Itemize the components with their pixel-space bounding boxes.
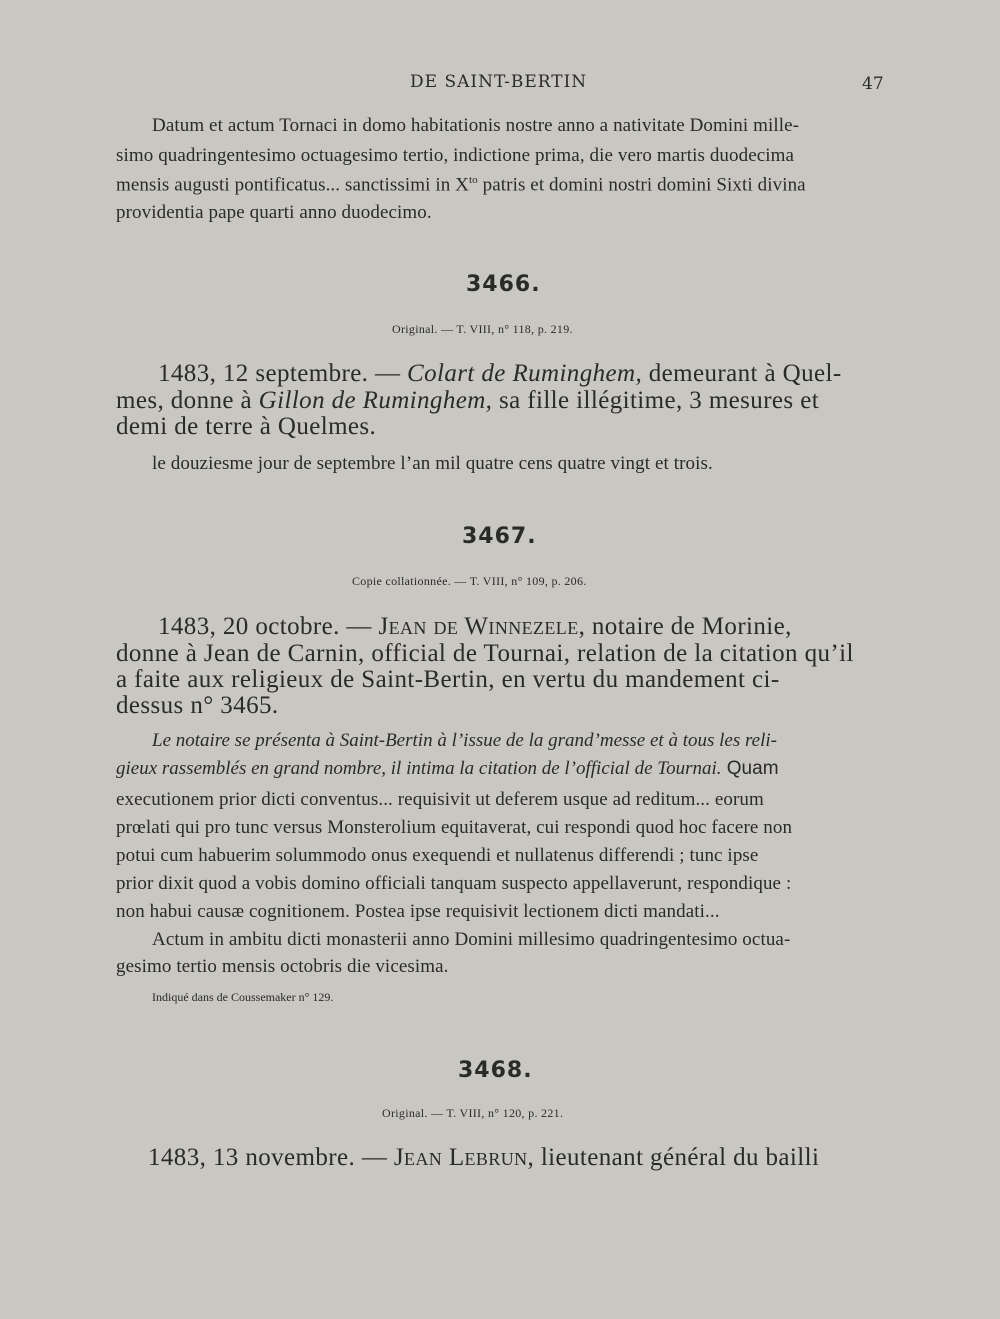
intro-line-2: simo quadringentesimo octuagesimo tertio, indictione prima, die vero martis duodecima [116, 145, 795, 166]
entry-text-3467-line-2: prœlati qui pro tunc versus Monsterolium equitaverat, cui respondi quod hoc facere non [116, 817, 793, 838]
entry-summary-3466-line-1: 1483, 12 septembre. — Colart de Ruminghem, demeurant à Quel- [158, 360, 842, 387]
page-number: 47 [862, 74, 884, 94]
entry-number-3466: 3466. [466, 272, 541, 297]
entry-number-3467: 3467. [462, 524, 537, 549]
running-header-title: DE SAINT-BERTIN [410, 72, 588, 92]
entry-number-3468: 3468. [458, 1058, 533, 1083]
entry-closing-3467-line-1: Actum in ambitu dicti monasterii anno Domini millesimo quadringentesimo octua- [152, 929, 791, 950]
entry-summary-3467-line-1: 1483, 20 octobre. — Jean de Winnezele, notaire de Morinie, [158, 613, 792, 640]
intro-line-1: Datum et actum Tornaci in domo habitationis nostre anno a nativitate Domini mille- [152, 115, 800, 136]
entry-text-3467-line-3: potui cum habuerim solummodo onus exequendi et nullatenus differendi ; tunc ipse [116, 845, 759, 866]
entry-note-3467: Indiqué dans de Coussemaker n° 129. [152, 990, 334, 1004]
entry-source-3466: Original. — T. VIII, n° 118, p. 219. [392, 322, 573, 336]
entry-summary-3466-line-2: mes, donne à Gillon de Ruminghem, sa fille illégitime, 3 mesures et [116, 387, 820, 414]
entry-summary-3467-line-4: dessus n° 3465. [116, 692, 279, 719]
entry-summary-3467-line-3: a faite aux religieux de Saint-Bertin, en vertu du mandement ci- [116, 666, 780, 693]
entry-text-3466: le douziesme jour de septembre l’an mil quatre cens quatre vingt et trois. [152, 453, 713, 474]
intro-line-4: providentia pape quarti anno duodecimo. [116, 202, 432, 223]
entry-closing-3467-line-2: gesimo tertio mensis octobris die vicesima. [116, 956, 449, 977]
entry-summary-3466-line-3: demi de terre à Quelmes. [116, 413, 377, 440]
entry-text-3467-italic-1: Le notaire se présenta à Saint-Bertin à l’issue de la grand’messe et à tous les reli- [152, 730, 777, 751]
intro-line-3: mensis augusti pontificatus... sanctissimi in $X^{to}$ patris et domini nostri domini Sixti divina [116, 174, 806, 196]
entry-text-3467-line-5: non habui causæ cognitionem. Postea ipse requisivit lectionem dicti mandati... [116, 901, 720, 922]
entry-source-3468: Original. — T. VIII, n° 120, p. 221. [382, 1106, 564, 1120]
entry-summary-3468-line-1: 1483, 13 novembre. — Jean Lebrun, lieutenant général du bailli [148, 1144, 820, 1171]
entry-summary-3467-line-2: donne à Jean de Carnin, official de Tournai, relation de la citation qu’il [116, 640, 854, 667]
entry-text-3467-line-1: executionem prior dicti conventus... requisivit ut deferem usque ad reditum... eorum [116, 789, 764, 810]
entry-text-3467-line-4: prior dixit quod a vobis domino officiali tanquam suspecto appellaverunt, respondique : [116, 873, 792, 894]
entry-source-3467: Copie collationnée. — T. VIII, n° 109, p. 206. [352, 574, 587, 588]
entry-text-3467-italic-2: gieux rassemblés en grand nombre, il intima la citation de l’official de Tournai. Quam [116, 758, 779, 779]
